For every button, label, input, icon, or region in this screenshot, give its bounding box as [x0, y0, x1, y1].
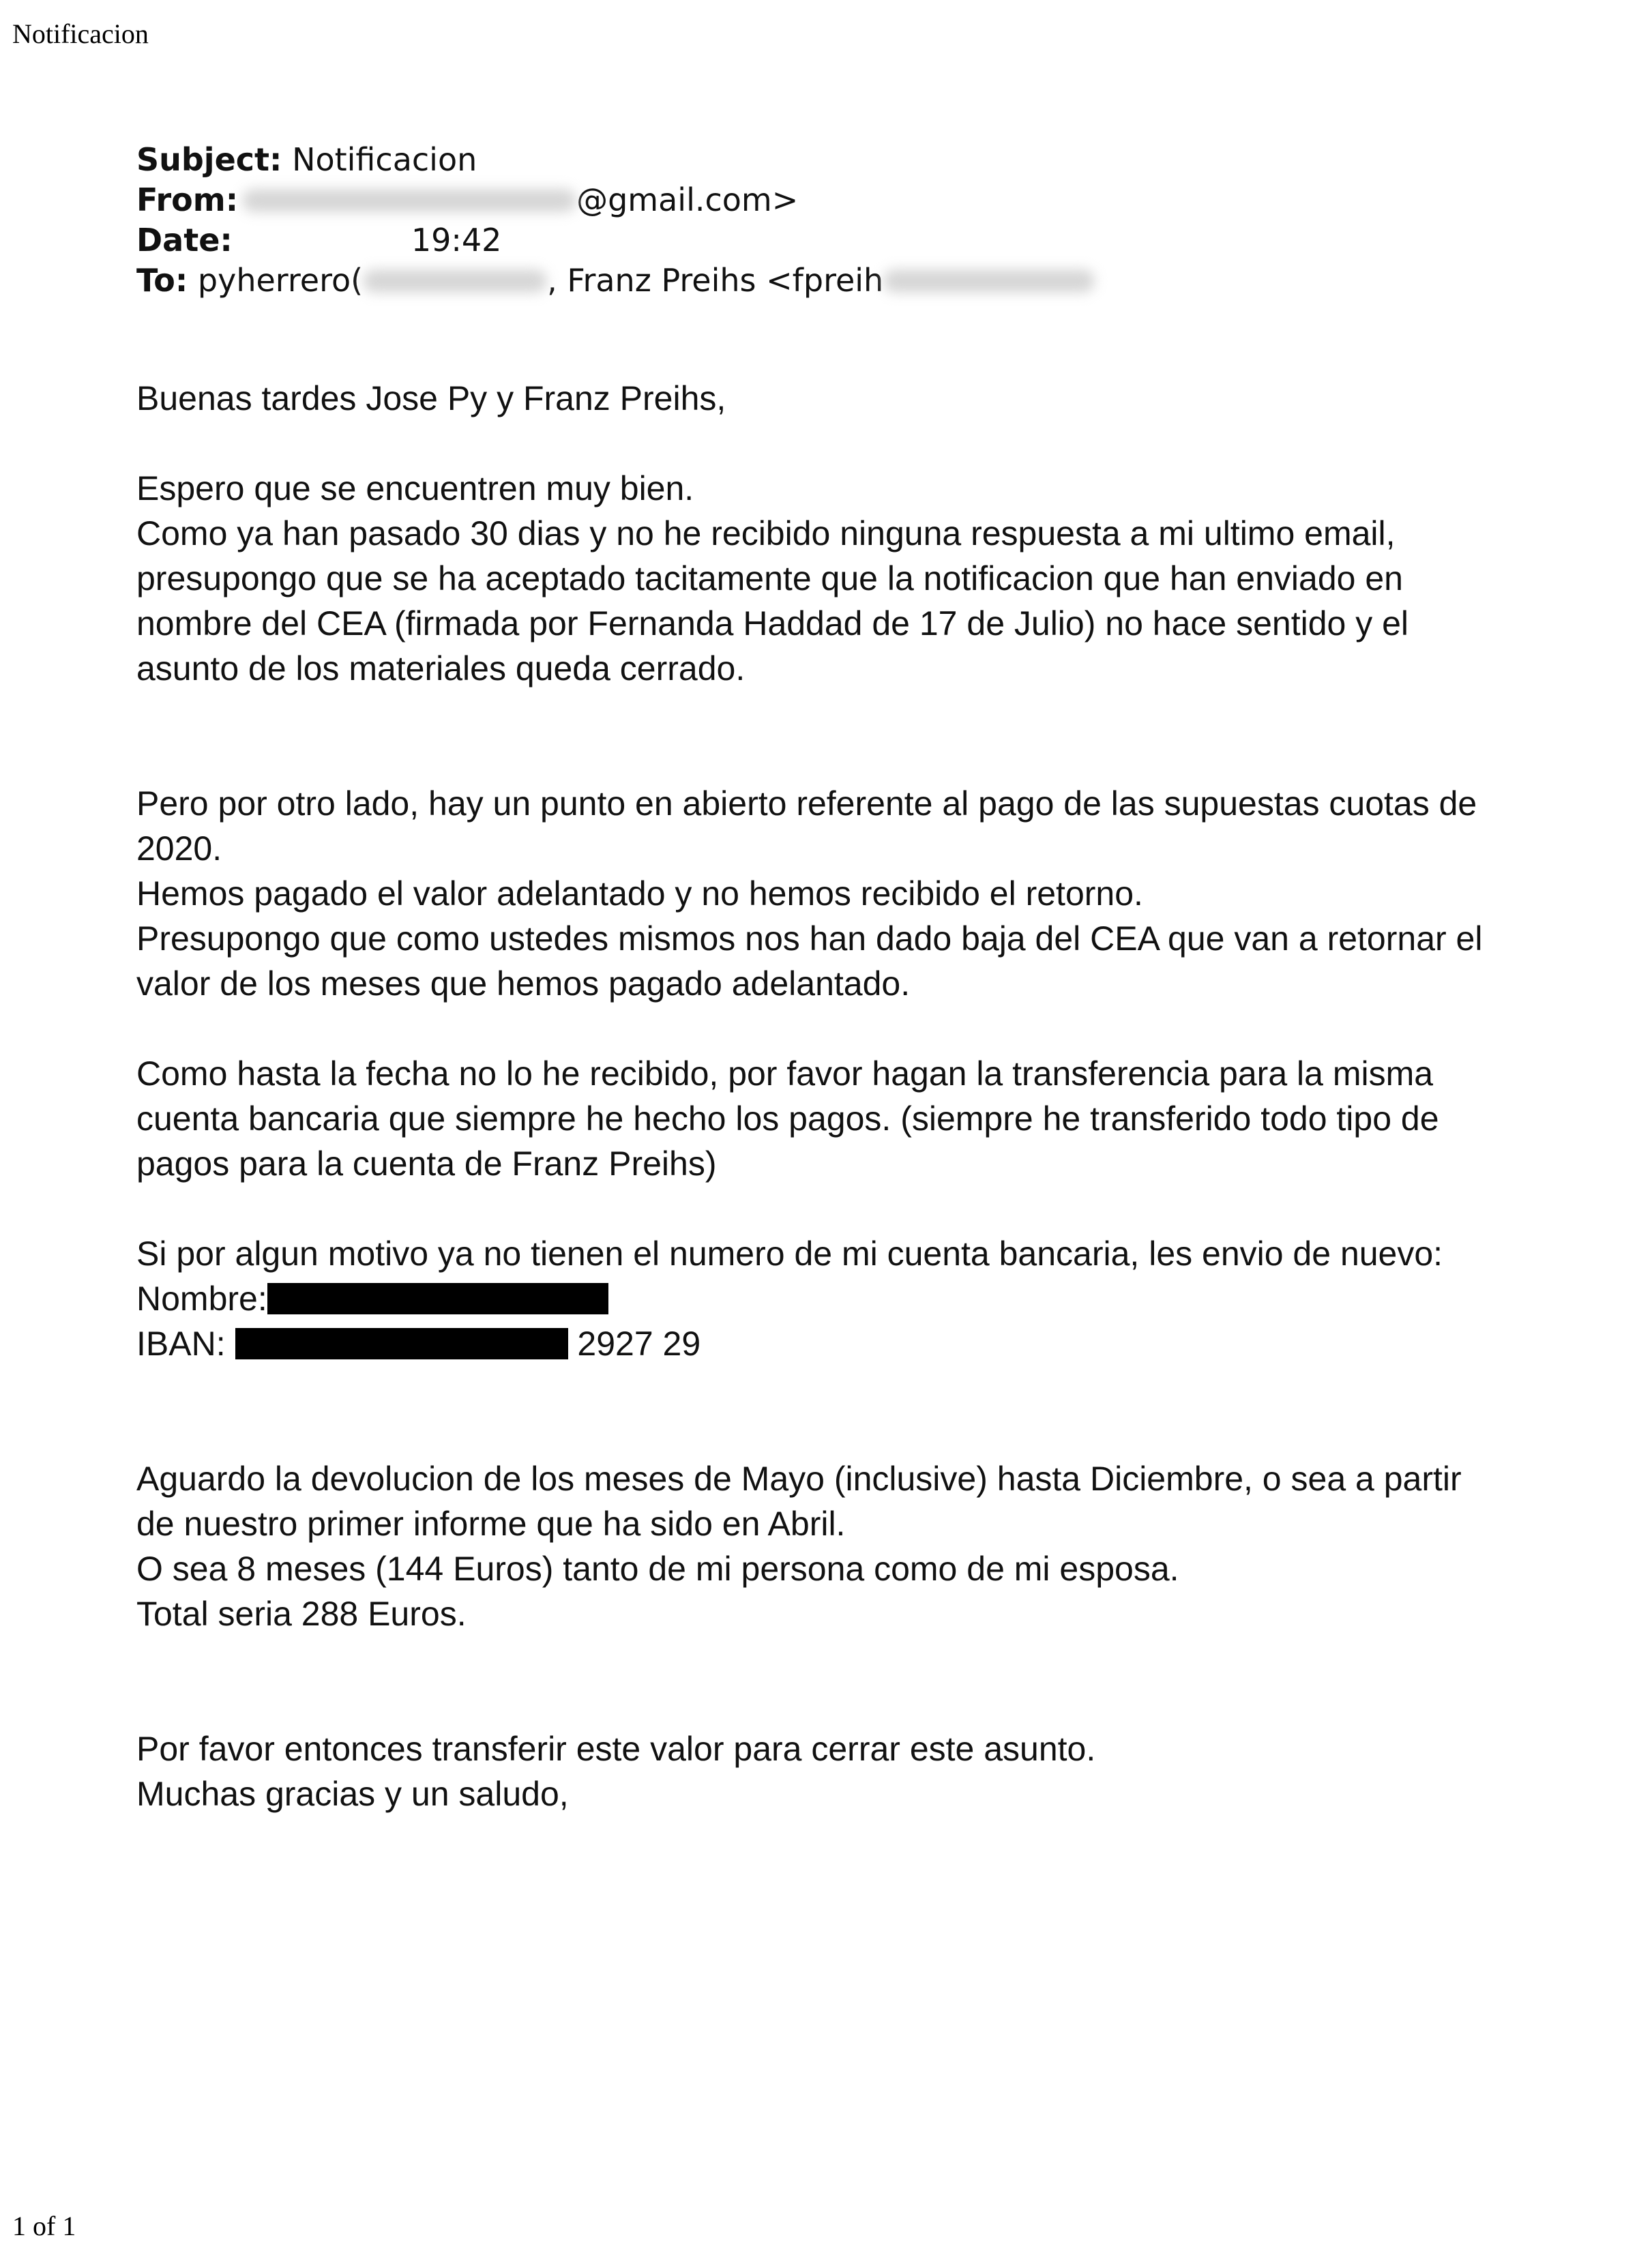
redacted-name — [267, 1283, 608, 1314]
nombre-line — [136, 1276, 1555, 1321]
blurred-recipient-1-address — [363, 269, 547, 293]
paragraph-5: Aguardo la devolucion de los meses de Mayo (inclusive) hasta Diciembre, o sea a partir de nuestro primer informe que ha sido en Abril. O sea 8 meses (144 Euros) tanto de mi persona como de mi esposa. Total seria 288 Euros. — [136, 1460, 1462, 1633]
iban-visible-digits: 2927 29 — [577, 1325, 701, 1363]
nombre-label: Nombre: — [136, 1280, 267, 1318]
paragraph-3: Como hasta la fecha no lo he recibido, por favor hagan la transferencia para la misma cuenta bancaria que siempre he hecho los pagos. (siempre he transferido todo tipo de pagos para la cuenta de Franz Preihs) — [136, 1054, 1439, 1183]
redacted-iban — [235, 1328, 568, 1359]
to-recipient-2: , Franz Preihs <fpreih — [547, 262, 884, 299]
greeting: Buenas tardes Jose Py y Franz Preihs, — [136, 379, 726, 417]
from-label: From: — [136, 181, 239, 218]
from-row — [136, 180, 1555, 220]
blurred-recipient-2-address — [883, 269, 1095, 293]
paragraph-closing: Por favor entonces transferir este valor para cerrar este asunto. Muchas gracias y un saludo, — [136, 1730, 1096, 1813]
date-label: Date: — [136, 222, 233, 259]
from-value: @gmail.com> — [576, 181, 799, 218]
date-value: 19:42 — [411, 222, 502, 259]
print-footer: 1 of 1 — [12, 2211, 76, 2241]
iban-line — [136, 1321, 1555, 1366]
paragraph-1: Espero que se encuentren muy bien. Como ya han pasado 30 dias y no he recibido ninguna respuesta a mi ultimo email, presupongo que se ha aceptado tacitamente que la notificacion que han enviado en nombre del CEA (firmada por Fernanda Haddad de 17 de Julio) no hace sentido y el asunto de los materiales queda cerrado. — [136, 469, 1409, 688]
blurred-sender-address — [242, 189, 576, 212]
email-message — [136, 140, 1555, 1816]
email-body — [136, 376, 1555, 1816]
to-label: To: — [136, 262, 188, 299]
print-header: Notificacion — [12, 18, 149, 49]
paragraph-bank-details: Si por algun motivo ya no tienen el numero de mi cuenta bancaria, les envio de nuevo: Nombre: IBAN: 2927 29 — [136, 1231, 1555, 1366]
to-recipient-1: pyherrero( — [197, 262, 364, 299]
email-headers — [136, 140, 1555, 301]
subject-row — [136, 140, 1555, 180]
date-row — [136, 220, 1555, 261]
paragraph-2: Pero por otro lado, hay un punto en abierto referente al pago de las supuestas cuotas de 2020. Hemos pagado el valor adelantado y no hemos recibido el retorno. Presupongo que como ustedes mismos nos han dado baja del CEA que van a retornar el valor de los meses que hemos pagado adelantado. — [136, 784, 1483, 1003]
subject-label: Subject: — [136, 141, 282, 178]
subject-value: Notificacion — [292, 141, 477, 178]
to-row — [136, 261, 1555, 301]
iban-label: IBAN: — [136, 1325, 226, 1363]
